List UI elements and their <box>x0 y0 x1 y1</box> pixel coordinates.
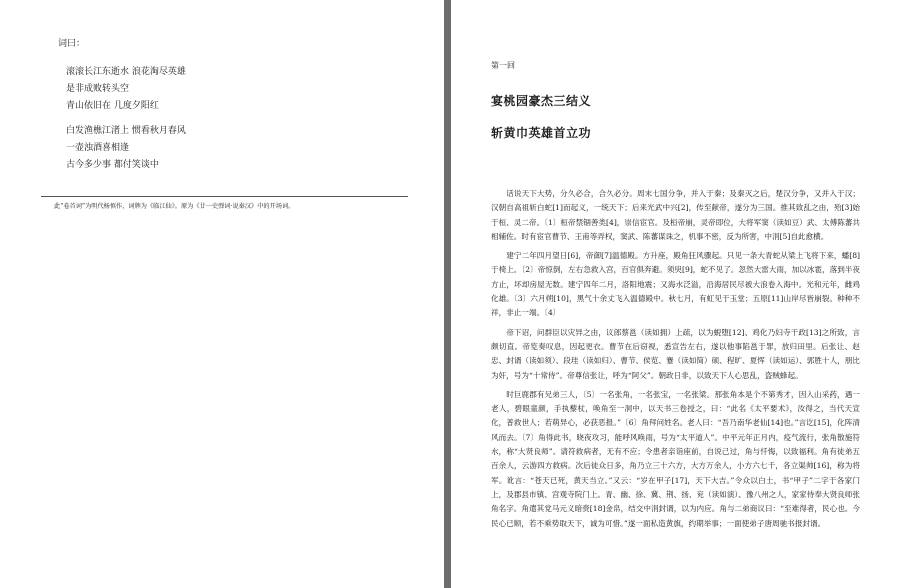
paragraph: 话说天下大势，分久必合，合久必分。周末七国分争，并入于秦；及秦灭之后，楚汉分争，又并入于汉；汉朝自高祖斩白蛇[1]而起义，一统天下；后来光武中兴[2]，传至献帝，遂分为三国。推其致乱之由，殆[3]始于桓、灵二帝。〔1〕桓帝禁锢善类[4]，崇信宦官。及桓帝崩，灵帝即位，大将军窦（读如豆）武、太傅陈蕃共相辅佐。时有宦官曹节、王甫等弄权，窦武、陈蕃谋诛之，机事不密，反为所害，中涓[5]自此愈横。 <box>491 189 860 241</box>
paragraph: 帝下诏，问群臣以灾异之由，议郎蔡邕（读如拥）上疏，以为蜺堕[12]、鸡化乃妇寺干政[13]之所致，言颇切直。帝览奏叹息，因起更衣。曹节在后窃视，悉宣告左右，遂以他事陷邕于罪，放归田里。后张让、赵忠、封谞（读如须）、段珪（读如归）、曹节、侯览、蹇（读如简）硕、程旷、夏恽（读如运）、郭胜十人，朋比为奸，号为“十常侍”。帝尊信张让，呼为“阿父”。朝政日非，以致天下人心思乱，盗贼蜂起。 <box>491 327 860 380</box>
left-page <box>0 0 444 588</box>
poem-line: 是非成败转头空 <box>66 84 130 94</box>
chapter-number: 第一回 <box>491 61 515 70</box>
footnote: 此“卷首词”为明代杨慎作，词牌为《临江仙》。原为《廿一史弹词·说秦汉》中的开场词。 <box>54 203 295 210</box>
right-page <box>451 0 900 588</box>
poem-line: 白发渔樵江渚上 惯看秋月春风 <box>66 126 186 136</box>
poem-line: 古今多少事 都付笑谈中 <box>66 160 159 170</box>
poem-line: 滚滚长江东逝水 浪花淘尽英雄 <box>66 67 186 77</box>
poem-line: 一壶浊酒喜相逢 <box>66 143 130 153</box>
poem-stanza-2 <box>66 123 186 174</box>
ci-label: 词曰： <box>58 39 86 49</box>
page-gutter <box>444 0 451 588</box>
paragraph: 时巨鹿郡有兄弟三人，〔5〕一名张角，一名张宝，一名张梁。那张角本是个不第秀才，因入山采药，遇一老人，碧眼童颜，手执藜杖，唤角至一洞中，以天书三卷授之，曰：“此名《太平要术》，汝得之，当代天宣化，普救世人；若萌异心，必获恶报。”〔6〕角拜问姓名。老人曰：“吾乃南华老仙[14]也。”言讫[15]，化阵清风而去。〔7〕角得此书，晓夜攻习，能呼风唤雨，号为“太平道人”。中平元年正月内，疫气流行，张角散施符水，称“大贤良师”。请符救病者，无有不应；令患者亲诣座前，自说己过，角与忏悔，以致福利。角有徒弟五百余人，云游四方救病。次后徒众日多，角乃立三十六方，大方万余人，小方六七千，各立渠帅[16]，称为将军。讹言：“苍天已死，黄天当立。”又云：“岁在甲子[17]，天下大吉。”令众以白土，书“甲子”二字于各家门上，及郡县市镇、宫观寺院门上。青、幽、徐、冀、荆、扬、兖（读如演）、豫八州之人，家家侍奉大贤良师张角名字。角遣其党马元义暗赍[18]金帛，结交中涓封谞，以为内应。角与二弟商议曰：“至难得者，民心也。今民心已顺，若不乘势取天下，诚为可惜。”遂一面私造黄旗，约期举事；一面使弟子唐周驰书报封谞。 <box>491 389 860 528</box>
chapter-body <box>491 187 860 536</box>
poem-stanza-1 <box>66 64 186 115</box>
paragraph: 建宁二年四月望日[6]，帝御[7]温德殿。方升座，殿角狂风骤起。只见一条大青蛇从梁上飞将下来，蟠[8]于椅上。〔2〕帝惊倒，左右急救入宫，百官俱奔避。须臾[9]，蛇不见了。忽然大雷大雨，加以冰雹，落到半夜方止，坏却房屋无数。建宁四年二月，洛阳地震；又海水泛溢，沿海居民尽被大浪卷入海中。光和元年，雌鸡化雄。〔3〕六月朔[10]，黑气十余丈飞入温德殿中。秋七月，有虹见于玉堂；五原[11]山岸尽皆崩裂。种种不祥，非止一端。〔4〕 <box>491 251 860 318</box>
poem-line: 青山依旧在 几度夕阳红 <box>66 101 159 111</box>
footnote-divider <box>41 196 408 197</box>
chapter-title-line-2: 斩黄巾英雄首立功 <box>491 126 592 140</box>
chapter-title-line-1: 宴桃园豪杰三结义 <box>491 94 592 108</box>
